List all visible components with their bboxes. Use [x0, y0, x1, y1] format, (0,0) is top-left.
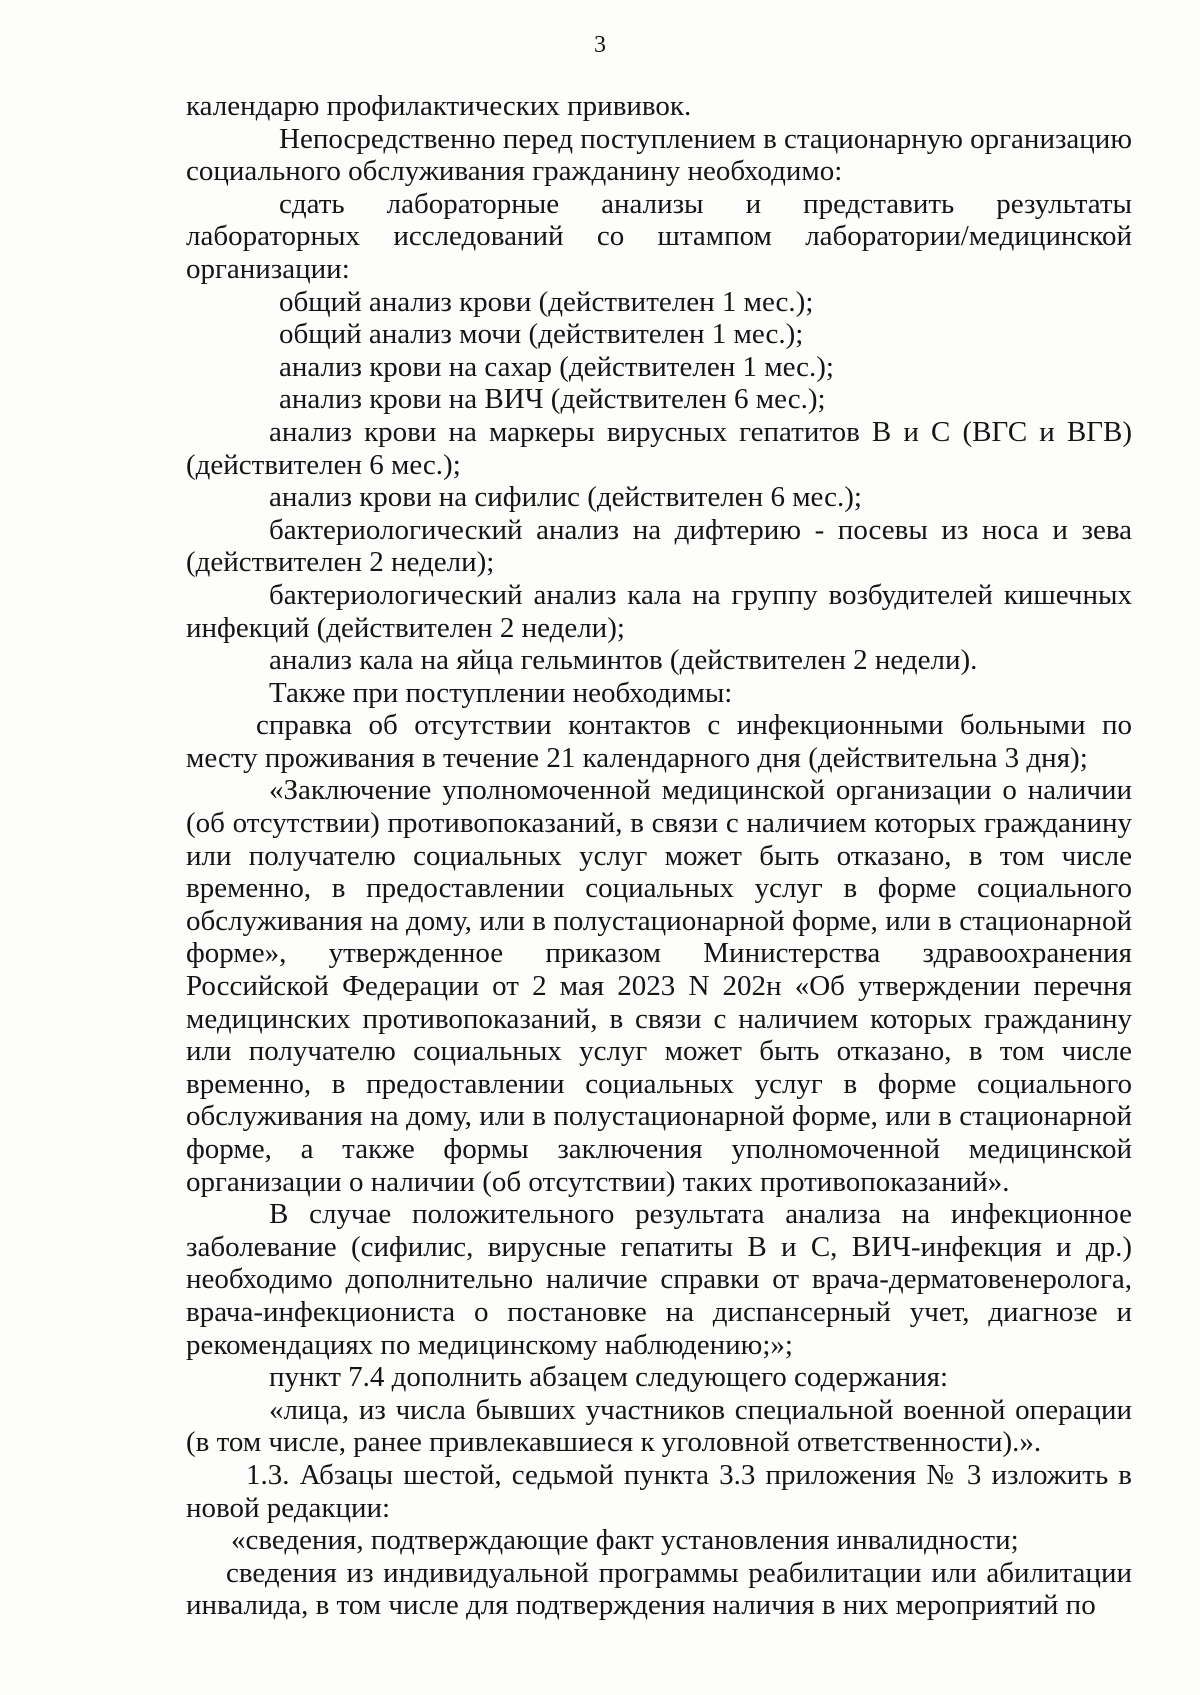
- paragraph: 1.3. Абзацы шестой, седьмой пункта 3.3 приложения № 3 изложить в новой редакции:: [186, 1458, 1132, 1524]
- paragraph: бактериологический анализ кала на группу возбудителей кишечных инфекций (действителен 2 недели);: [186, 578, 1132, 644]
- paragraph: «Заключение уполномоченной медицинской организации о наличии (об отсутствии) противопоказаний, в связи с наличием которых гражданину или получателю социальных услуг может быть отказано, в том числе временно, в предоставлении социальных услуг в форме социального обслуживания на дому, или в полустационарной форме, или в стационарной форме», утвержденное приказом Министерства здравоохранения Российской Федерации от 2 мая 2023 N 202н «Об утверждении перечня медицинских противопоказаний, в связи с наличием которых гражданину или получателю социальных услуг может быть отказано, в том числе временно, в предоставлении социальных услуг в форме социального обслуживания на дому, или в полустационарной форме, или в стационарной форме, а также формы заключения уполномоченной медицинской организации о наличии (об отсутствии) таких противопоказаний».: [186, 774, 1132, 1198]
- page-number: 3: [594, 32, 606, 58]
- paragraph: «лица, из числа бывших участников специальной военной операции (в том числе, ранее привлекавшиеся к уголовной ответственности).».: [186, 1393, 1132, 1459]
- paragraph: анализ крови на ВИЧ (действителен 6 мес.);: [279, 383, 826, 416]
- paragraph: пункт 7.4 дополнить абзацем следующего содержания:: [269, 1361, 949, 1394]
- paragraph: анализ кала на яйца гельминтов (действителен 2 недели).: [269, 644, 978, 677]
- paragraph: В случае положительного результата анализа на инфекционное заболевание (сифилис, вирусные гепатиты В и С, ВИЧ-инфекция и др.) необходимо дополнительно наличие справки от врача-дерматовенеролога, врача-инфекциониста о постановке на диспансерный учет, диагнозе и рекомендациях по медицинскому наблюдению;»;: [186, 1198, 1132, 1361]
- paragraph: календарю профилактических прививок.: [186, 90, 692, 122]
- paragraph: анализ крови на маркеры вирусных гепатитов В и С (ВГС и ВГВ) (действителен 6 мес.);: [186, 415, 1132, 481]
- paragraph: анализ крови на сифилис (действителен 6 мес.);: [269, 481, 862, 514]
- paragraph: общий анализ крови (действителен 1 мес.);: [279, 285, 814, 318]
- paragraph: анализ крови на сахар (действителен 1 мес.);: [279, 350, 834, 383]
- paragraph: справка об отсутствии контактов с инфекционными больными по месту проживания в течение 21 календарного дня (действительна 3 дня);: [186, 709, 1132, 774]
- paragraph: сдать лабораторные анализы и представить результаты лабораторных исследований со штампом лаборатории/медицинской организации:: [186, 187, 1132, 285]
- paragraph: Также при поступлении необходимы:: [269, 676, 733, 709]
- paragraph: Непосредственно перед поступлением в стационарную организацию социального обслуживания гражданину необходимо:: [186, 122, 1132, 188]
- document-body: [186, 90, 1132, 1622]
- paragraph: «сведения, подтверждающие факт установления инвалидности;: [231, 1524, 1019, 1557]
- paragraph: общий анализ мочи (действителен 1 мес.);: [279, 318, 804, 351]
- paragraph: бактериологический анализ на дифтерию - посевы из носа и зева (действителен 2 недели);: [186, 513, 1132, 579]
- paragraph: сведения из индивидуальной программы реабилитации или абилитации инвалида, в том числе для подтверждения наличия в них мероприятий по: [186, 1556, 1132, 1622]
